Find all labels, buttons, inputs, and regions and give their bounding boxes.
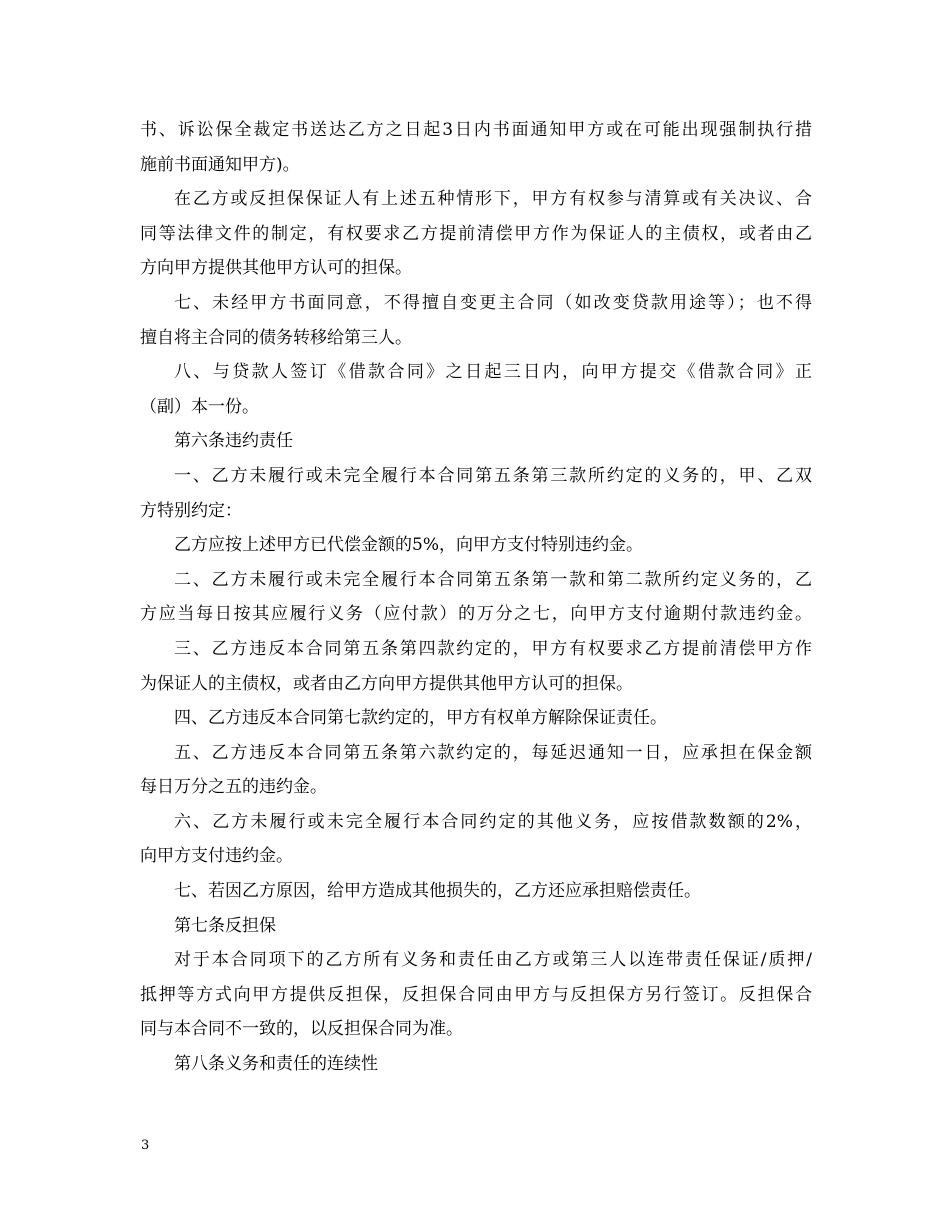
text-line: 方向甲方提供其他甲方认可的担保。 xyxy=(140,258,412,279)
text-line: 在乙方或反担保保证人有上述五种情形下，甲方有权参与清算或有关决议、合 xyxy=(174,189,812,210)
text-line: 为保证人的主债权，或者由乙方向甲方提供其他甲方认可的担保。 xyxy=(140,673,633,694)
text-line: 第七条反担保 xyxy=(174,915,276,936)
text-line: 六、乙方未履行或未完全履行本合同约定的其他义务，应按借款数额的2%， xyxy=(174,811,812,832)
text-line: 对于本合同项下的乙方所有义务和责任由乙方或第三人以连带责任保证/质押/ xyxy=(174,950,812,971)
text-line: 方应当每日按其应履行义务（应付款）的万分之七，向甲方支付逾期付款违约金。 xyxy=(140,604,812,625)
text-line: 三、乙方违反本合同第五条第四款约定的，甲方有权要求乙方提前清偿甲方作 xyxy=(174,638,812,659)
text-line: 七、若因乙方原因，给甲方造成其他损失的，乙方还应承担赔偿责任。 xyxy=(174,881,701,902)
body-text xyxy=(140,113,812,1082)
text-line: 同等法律文件的制定，有权要求乙方提前清偿甲方作为保证人的主债权，或者由乙 xyxy=(140,223,812,244)
text-line: 每日万分之五的违约金。 xyxy=(140,777,327,798)
text-line: 七、未经甲方书面同意，不得擅自变更主合同（如改变贷款用途等）；也不得 xyxy=(174,292,812,313)
text-line: 同与本合同不一致的，以反担保合同为准。 xyxy=(140,1019,463,1040)
text-line: 乙方应按上述甲方已代偿金额的5%，向甲方支付特别违约金。 xyxy=(174,535,643,556)
text-line: 八、与贷款人签订《借款合同》之日起三日内，向甲方提交《借款合同》正 xyxy=(174,362,812,383)
text-line: 五、乙方违反本合同第五条第六款约定的，每延迟通知一日，应承担在保金额 xyxy=(174,742,812,763)
text-line: 四、乙方违反本合同第七款约定的，甲方有权单方解除保证责任。 xyxy=(174,708,667,729)
text-line: 向甲方支付违约金。 xyxy=(140,846,293,867)
text-line: 擅自将主合同的债务转移给第三人。 xyxy=(140,327,412,348)
text-line: 二、乙方未履行或未完全履行本合同第五条第一款和第二款所约定义务的，乙 xyxy=(174,569,812,590)
text-line: 书、诉讼保全裁定书送达乙方之日起3日内书面通知甲方或在可能出现强制执行措 xyxy=(140,120,812,140)
text-line: 第八条义务和责任的连续性 xyxy=(174,1054,378,1075)
page-number: 3 xyxy=(141,1138,150,1153)
text-line: （副）本一份。 xyxy=(140,396,259,417)
text-line: 第六条违约责任 xyxy=(174,431,293,452)
text-line: 抵押等方式向甲方提供反担保，反担保合同由甲方与反担保方另行签订。反担保合 xyxy=(140,984,812,1005)
text-line: 一、乙方未履行或未完全履行本合同第五条第三款所约定的义务的，甲、乙双 xyxy=(174,465,812,486)
text-line: 施前书面通知甲方)。 xyxy=(140,154,300,175)
text-line: 方特别约定： xyxy=(140,500,242,521)
